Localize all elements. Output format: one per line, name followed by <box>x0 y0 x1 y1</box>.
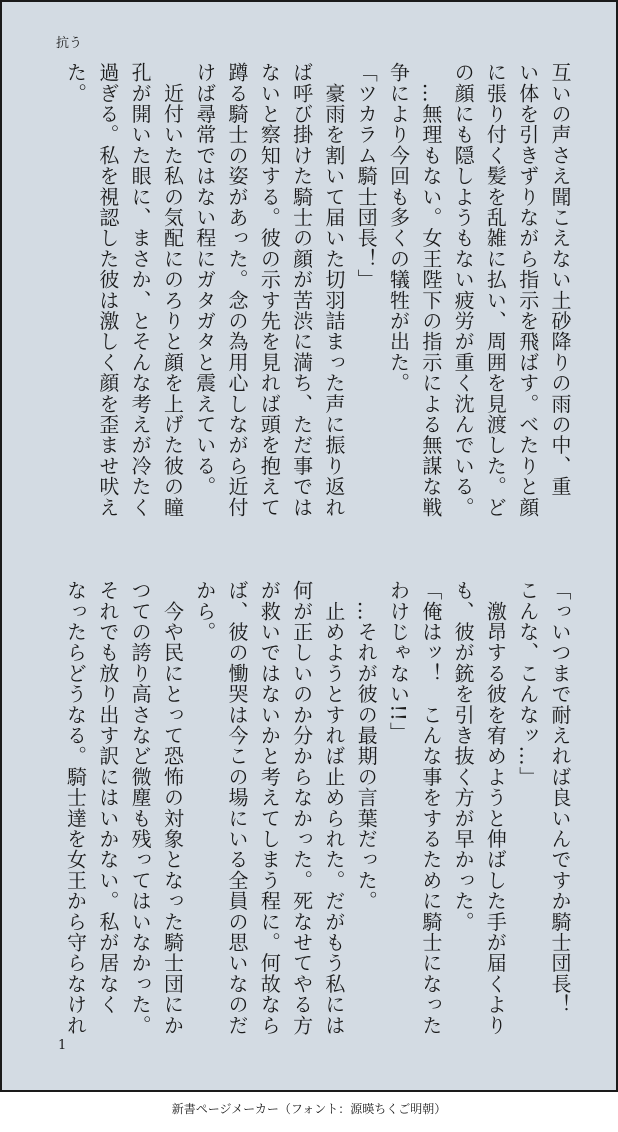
text-line: 止めようとすれば止められた。だがもう私には <box>321 580 346 1036</box>
text-line: ないと察知する。彼の示す先を見れば頭を抱えて <box>257 62 282 518</box>
text-line: 「俺はッ！ こんな事をするために騎士になった <box>418 580 443 1036</box>
text-line: 激昂する彼を宥めようと伸ばした手が届くより <box>483 580 508 1036</box>
text-line: 豪雨を割いて届いた切羽詰まった声に振り返れ <box>321 62 346 518</box>
text-line: い体を引きずりながら指示を飛ばす。べたりと顔 <box>515 62 540 518</box>
text-column-top <box>42 62 576 522</box>
generator-credit: 新書ページメーカー（フォント：源暎ちくご明朝） <box>171 1102 447 1116</box>
text-line: た。 <box>63 62 88 104</box>
text-line: 争により今回も多くの犠牲が出た。 <box>386 62 411 394</box>
text-line: 孔が開いた眼に、まさか、とそんな考えが冷たく <box>128 62 153 518</box>
text-line: 「ツカラム騎士団長！」 <box>354 62 379 290</box>
text-line: ば呼び掛けた騎士の顔が苦渋に満ち、ただ事では <box>289 62 314 518</box>
text-line: …無理もない。女王陛下の指示による無謀な戦 <box>418 62 443 518</box>
page-number: 1 <box>58 1038 67 1053</box>
text-line: 近付いた私の気配にのろりと顔を上げた彼の瞳 <box>160 62 185 518</box>
text-line: わけじゃない!!」 <box>386 580 411 743</box>
text-line: に張り付く髪を乱雑に払い、周囲を見渡した。ど <box>483 62 508 518</box>
text-line: から。 <box>192 580 217 643</box>
text-line: の顔にも隠しようもない疲労が重く沈んでいる。 <box>451 62 476 518</box>
text-column-bottom <box>42 580 576 1036</box>
text-line: 何が正しいのか分からなかった。死なせてやる方 <box>289 580 314 1036</box>
running-title: 抗う <box>56 36 83 51</box>
text-line: けば尋常ではない程にガタガタと震えている。 <box>192 62 217 497</box>
text-line: が救いではないかと考えてしまう程に。何故なら <box>257 580 282 1036</box>
text-line: 今や民にとって恐怖の対象となった騎士団にか <box>160 580 185 1036</box>
text-line: も、彼が銃を引き抜く方が早かった。 <box>451 580 476 932</box>
text-line: ば、彼の慟哭は今この場にいる全員の思いなのだ <box>225 580 250 1036</box>
text-line: つての誇り高さなど微塵も残ってはいなかった。 <box>128 580 153 1036</box>
text-line: それでも放り出す訳にはいかない。私が居なく <box>95 580 120 1015</box>
text-line: 「っいつまで耐えれば良いんですか騎士団長！ <box>548 580 572 1015</box>
text-line: 蹲る騎士の姿があった。念の為用心しながら近付 <box>225 62 250 518</box>
text-line: なったらどうなる。騎士達を女王から守らなけれ <box>63 580 88 1036</box>
text-line: こんな、こんなッ…」 <box>515 580 540 787</box>
text-line: 過ぎる。私を視認した彼は激しく顔を歪ませ吠え <box>95 62 120 518</box>
text-line: …それが彼の最期の言葉だった。 <box>354 580 379 912</box>
text-line: 互いの声さえ聞こえない土砂降りの雨の中、重 <box>548 62 572 497</box>
